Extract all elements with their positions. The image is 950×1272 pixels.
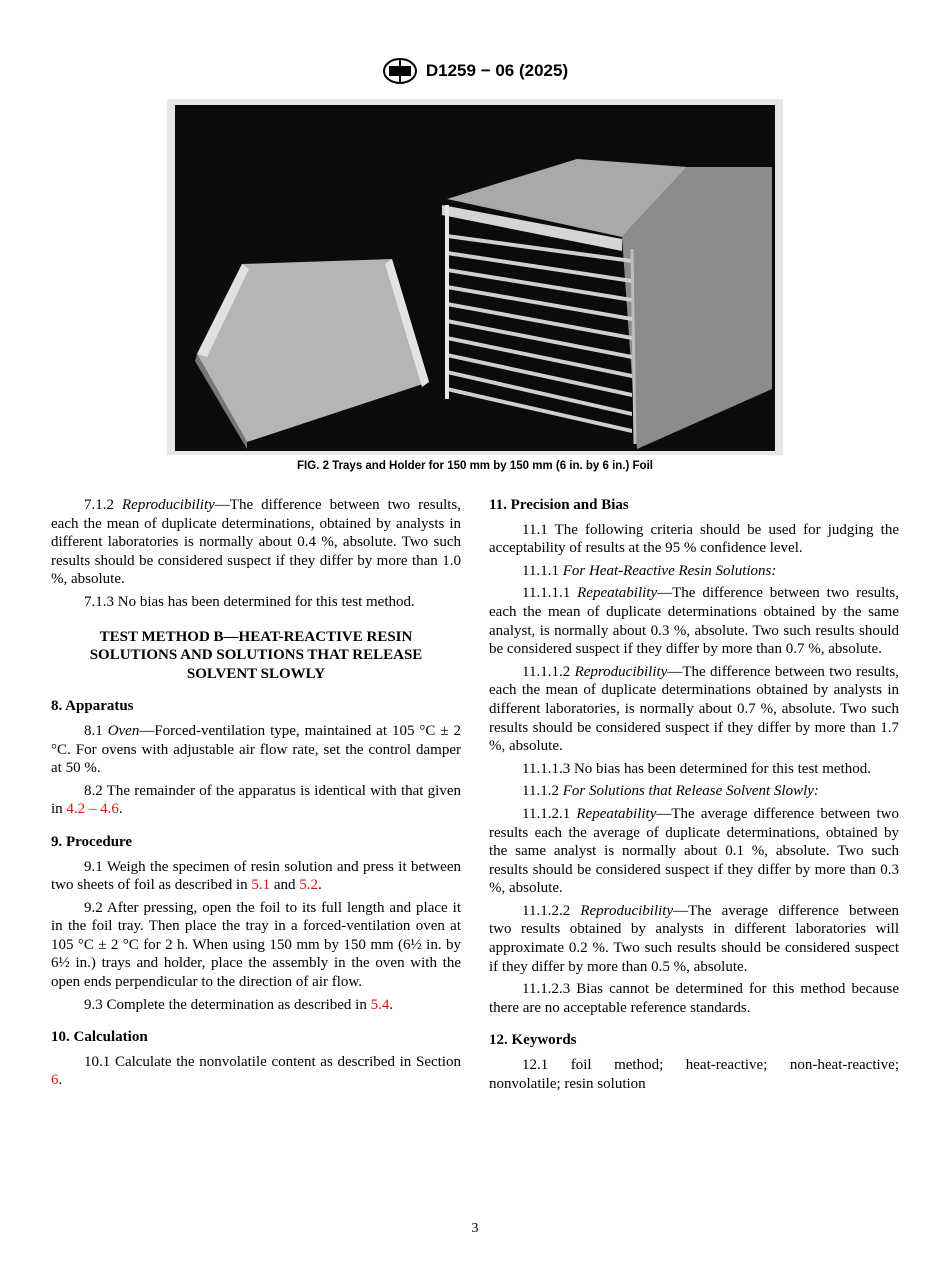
paragraph-11-1-2-3: 11.1.2.3 Bias cannot be determined for this method because there are no acceptable reference standards. [489, 981, 899, 1016]
test-method-b-heading: TEST METHOD B—HEAT-REACTIVE RESIN SOLUTIONS AND SOLUTIONS THAT RELEASE SOLVENT SLOWLY [89, 628, 423, 682]
paragraph-9-3: 9.3 Complete the determination as described in 5.4. [84, 996, 394, 1013]
section-8-heading: 8. Apparatus [51, 698, 134, 715]
paragraph-10-1: 10.1 Calculate the nonvolatile content as described in Section 6. [51, 1053, 461, 1089]
ref-5-4[interactable]: 5.4 [370, 996, 390, 1013]
paragraph-7-1-3: 7.1.3 No bias has been determined for this test method. [84, 593, 415, 610]
section-12-heading: 12. Keywords [489, 1032, 577, 1049]
paragraph-8-2: 8.2 The remainder of the apparatus is identical with that given in 4.2 – 4.6. [51, 782, 461, 818]
ref-4-2-4-6[interactable]: 4.2 – 4.6 [66, 801, 119, 818]
astm-logo-icon [382, 57, 418, 85]
figure-photo-trays-holder [167, 99, 783, 455]
paragraph-11-1-2-2: 11.1.2.2 Reproducibility—The average difference between two results obtained by analysts in different laboratories will approximate 0.2 %. Two such results should be considered suspect if they differ by more than 0.5 %, absolute. [489, 902, 900, 975]
standard-designation: D1259 − 06 (2025) [425, 61, 569, 80]
paragraph-11-1-2-1: 11.1.2.1 Repeatability—The average difference between two results each the average of duplicate determinations, obtained by the same analyst is normally about 0.1 %, absolute. Two such results should be considered suspect if they differ by more than 0.3 %, absolute. [489, 805, 900, 897]
figure-caption: FIG. 2 Trays and Holder for 150 mm by 150 mm (6 in. by 6 in.) Foil [297, 460, 653, 472]
section-9-heading: 9. Procedure [51, 833, 133, 850]
paragraph-11-1-1: 11.1.1 For Heat-Reactive Resin Solutions: [522, 562, 777, 579]
ref-section-6[interactable]: 6 [51, 1072, 59, 1089]
paragraph-11-1-1-1: 11.1.1.1 Repeatability—The difference between two results, each the mean of duplicate determinations obtained by the same analyst, is normally about 0.3 %, absolute. Two such results should be considered suspect if they differ by more than 0.7 %, absolute. [489, 585, 900, 658]
paragraph-12-1: 12.1 foil method; heat-reactive; non-heat-reactive; nonvolatile; resin solution [489, 1057, 899, 1092]
page-header [0, 56, 950, 86]
paragraph-11-1-1-3: 11.1.1.3 No bias has been determined for this test method. [522, 760, 871, 777]
paragraph-11-1-2: 11.1.2 For Solutions that Release Solvent Slowly: [522, 783, 819, 800]
section-11-heading: 11. Precision and Bias [489, 497, 629, 513]
left-column [51, 496, 461, 1094]
paragraph-9-2: 9.2 After pressing, open the foil to its full length and place it in the foil tray. Then place the tray in a forced-ventilation oven at 105 °C ± 2 °C for 2 h. When using 150 mm by 150 mm (6½ in. by 6½ in.) trays and holder, place the assembly in the oven with the open ends perpendicular to the direction of air flow. [51, 899, 461, 991]
section-10-heading: 10. Calculation [51, 1029, 148, 1046]
ref-5-2[interactable]: 5.2 [299, 877, 319, 894]
paragraph-11-1-1-2: 11.1.1.2 Reproducibility—The difference between two results, each the mean of duplicate determinations obtained by analysts in different laboratories, is normally about 0.7 %, absolute. Two such results should be considered suspect if they differ by more than 1.7 %, absolute. [489, 663, 900, 755]
ref-5-1[interactable]: 5.1 [251, 877, 271, 894]
paragraph-9-1: 9.1 Weigh the specimen of resin solution and press it between two sheets of foil as described in 5.1 and 5.2. [51, 858, 461, 894]
page-number: 3 [471, 1221, 479, 1236]
paragraph-11-1: 11.1 The following criteria should be used for judging the acceptability of results at the 95 % confidence level. [489, 521, 899, 557]
paragraph-8-1: 8.1 Oven—Forced-ventilation type, maintained at 105 °C ± 2 °C. For ovens with adjustable air flow rate, set the control damper at 50 %. [51, 722, 461, 777]
right-column [489, 496, 899, 1097]
paragraph-7-1-2: 7.1.2 Reproducibility—The difference between two results, each the mean of duplicate determinations, obtained by analysts in different laboratories is normally about 0.4 %, absolute. Two such results should be considered suspect if they differ by more than 1.0 %, absolute. [51, 497, 462, 588]
